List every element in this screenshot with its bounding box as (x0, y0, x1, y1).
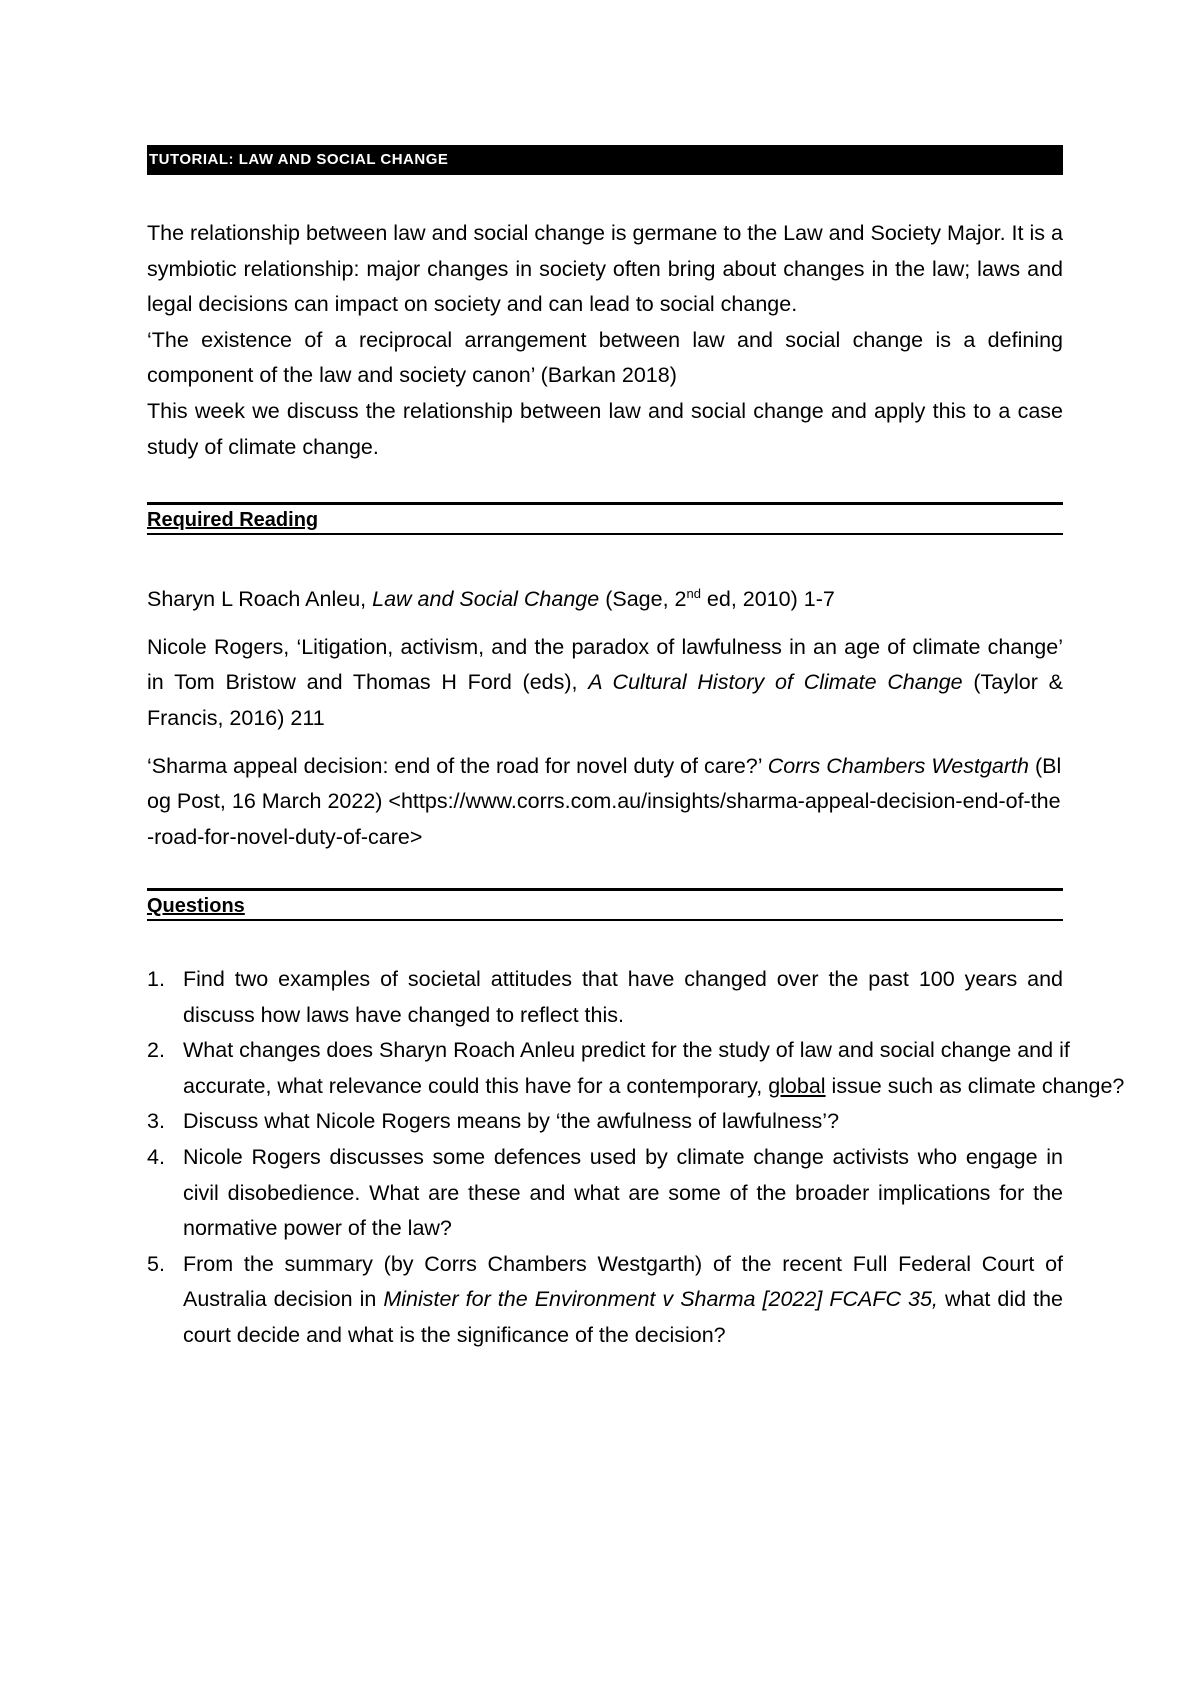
question-text-end: issue such as climate change? (825, 1073, 1125, 1098)
required-reading-heading (147, 502, 1063, 535)
question-number: 2. (147, 1038, 165, 1063)
question-number: 5. (147, 1251, 165, 1276)
reading-1-details: ed, 2010) 1-7 (700, 587, 835, 612)
question-number: 3. (147, 1109, 165, 1134)
question-number: 1. (147, 967, 165, 991)
intro-paragraph-2: ‘The existence of a reciprocal arrangement between law and social change is a defining component of the law and society canon’ (Barkan 2018) (147, 327, 1063, 388)
reading-3-url: (Blog Post, 16 March 2022) <https://www.corrs.com.au/insights/sharma-appeal-decision-end-of-the-road-for-novel-duty-of-care> (147, 753, 1062, 849)
intro-paragraph-1: The relationship between law and social change is germane to the Law and Society Major. It is a symbiotic relationship: major changes in society often bring about changes in the law; laws and legal decisions can impact on society and can lead to social change. (147, 221, 1063, 317)
reading-item-1 (147, 576, 1063, 618)
reading-2-text: Nicole Rogers, ‘Litigation, activism, and the paradox of lawfulness in an age of climate change’ in Tom Bristow and Thomas H Ford (eds), (147, 634, 1063, 695)
intro-paragraph-3: This week we discuss the relationship between law and social change and apply this to a case study of climate change. (147, 398, 1063, 459)
required-reading-heading-text: Required Reading (147, 509, 319, 531)
reading-list (147, 576, 1063, 867)
questions-heading-text: Questions (147, 895, 245, 917)
reading-2-book-title: A Cultural History of Climate Change (588, 670, 963, 695)
reading-2-details: (Taylor & Francis, 2016) 211 (147, 670, 1063, 730)
question-4 (147, 1140, 1063, 1247)
reading-1-superscript: nd (686, 586, 701, 601)
question-text: Find two examples of societal attitudes that have changed over the past 100 years and discuss how laws have changed to reflect this. (183, 967, 1063, 1027)
questions-heading (147, 888, 1063, 921)
case-citation: Minister for the Environment v Sharma [2022] FCAFC 35, (383, 1287, 938, 1312)
reading-1-author: Sharyn L Roach Anleu, (147, 587, 373, 612)
question-number: 4. (147, 1144, 165, 1169)
reading-3-title: ‘Sharma appeal decision: end of the road for novel duty of care?’ (147, 753, 768, 778)
question-underlined-word: global (768, 1073, 826, 1098)
reading-item-2 (147, 630, 1063, 737)
reading-3-source: Corrs Chambers Westgarth (767, 753, 1029, 778)
question-3 (147, 1104, 1063, 1140)
reading-1-title: Law and Social Change (372, 587, 600, 612)
question-5 (147, 1247, 1063, 1354)
question-1 (147, 962, 1063, 1033)
question-text-end: what did the court decide and what is the significance of the decision? (183, 1287, 1063, 1347)
intro-section (147, 216, 1063, 465)
question-text: Nicole Rogers discusses some defences used by climate change activists who engage in civil disobedience. What are these and what are some of the broader implications for the normative power of the law? (183, 1144, 1063, 1241)
reading-item-3 (147, 749, 1063, 856)
question-2 (147, 1033, 1127, 1104)
reading-1-publisher: (Sage, 2 (599, 587, 687, 612)
questions-list (147, 962, 1125, 1354)
question-text: Discuss what Nicole Rogers means by ‘the awfulness of lawfulness’? (183, 1109, 840, 1134)
page-title: TUTORIAL: LAW AND SOCIAL CHANGE (147, 145, 1063, 175)
question-text: From the summary (by Corrs Chambers Westgarth) of the recent Full Federal Court of Australia decision in (183, 1251, 1063, 1312)
question-text: What changes does Sharyn Roach Anleu predict for the study of law and social change and if accurate, what relevance could this have for a contemporary, (183, 1038, 1070, 1098)
